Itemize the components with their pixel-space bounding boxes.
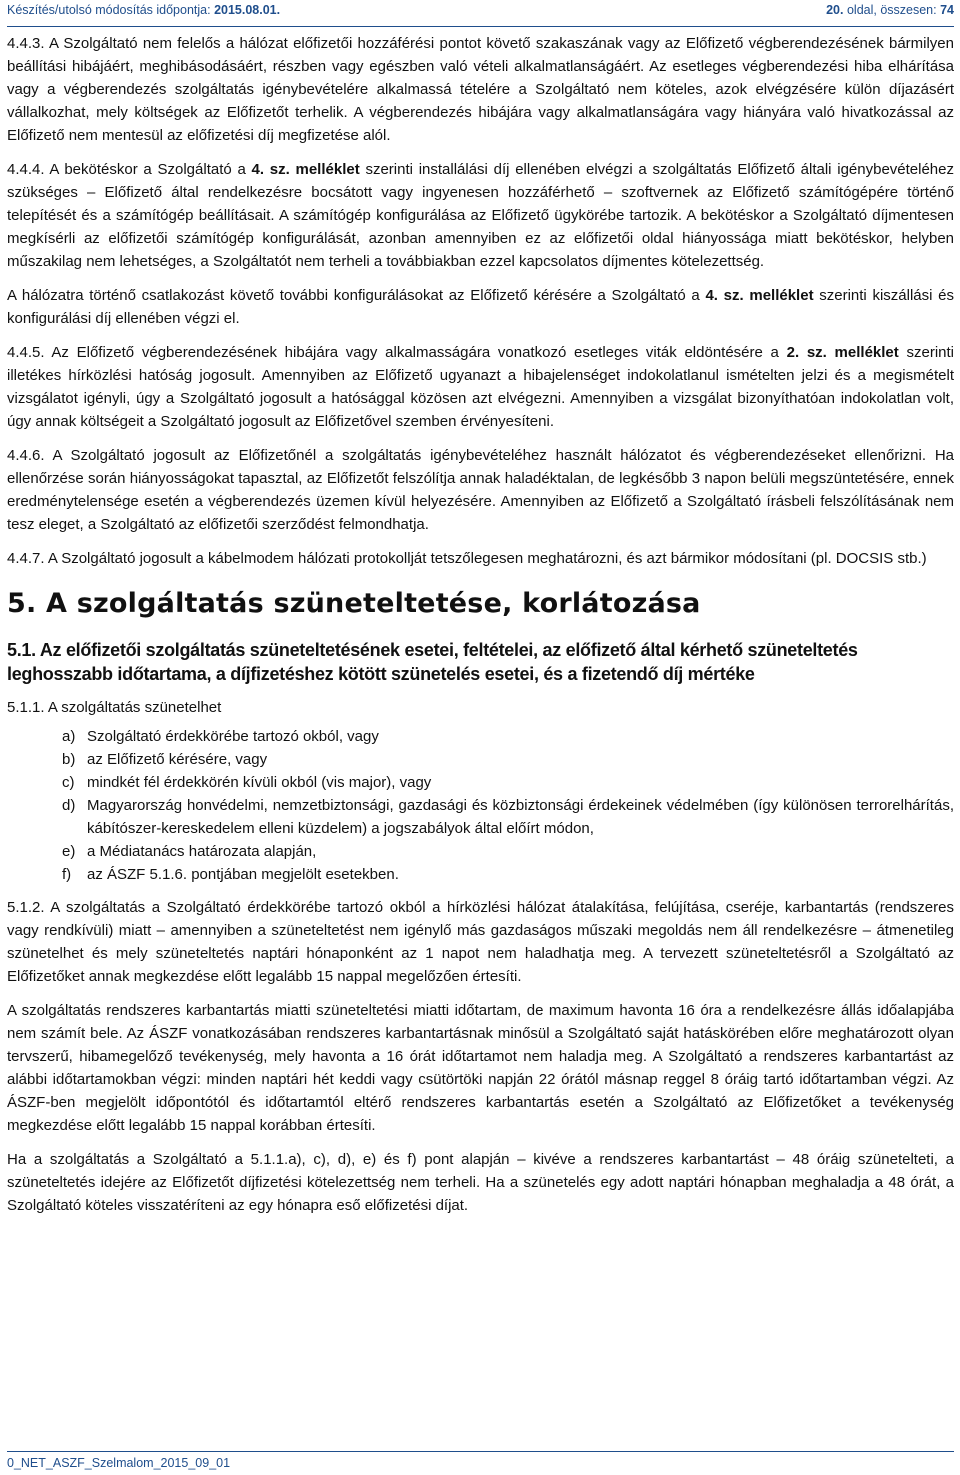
list-item: b) az Előfizető kérésére, vagy bbox=[62, 751, 268, 768]
list-item: e) a Médiatanács határozata alapján, bbox=[62, 843, 317, 860]
section-4-4-5: 4.4.5. Az Előfizető végberendezésének hibájára vagy alkalmasságára vonatkozó esetleges viták eldöntésére a 2. sz. melléklet szerinti illetékes hírközlési hatóság jogosult. Amennyiben az Előfizető ugyanazt a hibajelenséget indokolatlanul ismételten jelzi és a megismételt vizsgálatot igényli, úgy a Szolgáltató jogosult a hatósággal közösen azt elvégezni. Amennyiben a vizsgálat bizonyíthatóan indokolatlan volt, úgy annak költségeit a Szolgáltató jogosult az Előfizetővel szemben érvényesíteni. bbox=[7, 344, 954, 430]
document-body bbox=[7, 32, 954, 1228]
header-date: 2015.08.01. bbox=[214, 3, 281, 17]
document-page bbox=[7, 0, 954, 1475]
list-item: f) az ÁSZF 5.1.6. pontjában megjelölt esetekben. bbox=[62, 866, 399, 883]
list-item: c) mindkét fél érdekkörén kívüli okból (vis major), vagy bbox=[62, 774, 432, 791]
list-item: d) Magyarország honvédelmi, nemzetbiztonsági, gazdasági és közbiztonsági érdekeinek védelmében (így különösen terrorelhárítás, kábítószer-kereskedelem elleni küzdelem) a jogszabályok által előírt módon, bbox=[62, 797, 954, 837]
document-id: 0_NET_ASZF_Szelmalom_2015_09_01 bbox=[7, 1456, 231, 1470]
section-4-4-7: 4.4.7. A Szolgáltató jogosult a kábelmodem hálózati protokollját tetszőlegesen meghatározni, és azt bármikor módosítani (pl. DOCSIS stb.) bbox=[7, 550, 927, 567]
section-4-4-4-p1: 4.4.4. A bekötéskor a Szolgáltató a 4. sz. melléklet szerinti installálási díj ellenében elvégzi a szolgáltatás Előfizető általi igénybevételéhez szükséges – Előfizető által rendelkezésre bocsátott vagy ingyenesen hozzáférhető – szoftvernek az Előfizető számítógépére történő telepítését és a számítógép beállításait. A számítógép konfigurálása az Előfizető ügykörébe tartozik. A bekötéskor a Szolgáltató díjmentesen megkísérli az előfizetői számítógép konfigurálását, azonban amennyiben ez az előfizetői oldal hiányossága miatt bekötéskor, helyben műszakilag nem lehetséges, a Szolgáltatót nem terheli a továbbiakban ezzel kapcsolatos díjmentes kötelezettség. bbox=[7, 161, 954, 270]
section-4-4-3: 4.4.3. A Szolgáltató nem felelős a hálózat előfizetői hozzáférési pontot követő szakaszának vagy az Előfizető végberendezésének bármilyen beállítási hibájáért, meghibásodásáért, részben vagy egészben való vételi alkalmatlanságáért. Az esetleges végberendezési hiba elhárítása vagy a végberendezés szolgáltatás igénybevételére alkalmassá tételére a Szolgáltató nem köteles, azok elvégzésére külön díjazásért vállalkozhat, mely költségek az Előfizetőt terhelik. A végberendezés hibájára vagy alkalmatlanságára vagy hiányára való hivatkozással az Előfizető nem mentesül az előfizetési díj megfizetése alól. bbox=[7, 35, 955, 144]
annex-reference: 2. sz. melléklet bbox=[786, 344, 899, 361]
suspension-reasons-list bbox=[7, 725, 954, 886]
section-5-1-2-p1: 5.1.2. A szolgáltatás a Szolgáltató érdekkörébe tartozó okból a hírközlési hálózat átalakítása, felújítása, cseréje, karbantartás (rendszeres vagy rendkívüli) miatt – amennyiben a szüneteltetést nem igénylő más gazdaságos műszaki megoldás nem áll rendelkezésre – átmenetileg szünetelhet és mely szüneteltetés naptári hónaponként az 1 napot nem haladhatja meg. A tervezett szüneteltetésről a Szolgáltató az Előfizetőket annak megkezdése előtt legalább 15 nappal megelőzően értesíti. bbox=[7, 899, 954, 985]
header-modification-date: Készítés/utolsó módosítás időpontja: 2015.08.01. bbox=[7, 3, 281, 17]
page-number: 20. bbox=[826, 3, 844, 17]
section-5-1-2-p2: A szolgáltatás rendszeres karbantartás miatti szüneteltetési miatti időtartam, de maximum havonta 16 óra a rendelkezésre állás időalapjába nem számít bele. Az ÁSZF vonatkozásában rendszeres karbantartásnak minősül a Szolgáltató saját hatáskörében előre meghatározott olyan tervszerű, hibamegelőző tevékenység, mely havonta a 16 órát időtartamot nem haladja meg. A Szolgáltató a rendszeres karbantartást az alábbi időtartamokban végzi: minden naptári hét keddi vagy csütörtöki napján 22 órától másnap reggel 8 óráig tartó időtartamban végzi. Az ÁSZF-ben megjelölt időpontótól és időtartamtól eltérő rendszeres karbantartás esetén a Szolgáltató az Előfizetőket a tevékenység megkezdése előtt legalább 15 nappal korábban értesíti. bbox=[7, 1002, 954, 1134]
section-4-4-4-p2: A hálózatra történő csatlakozást követő további konfigurálásokat az Előfizető kérésére a Szolgáltató a 4. sz. melléklet szerinti kiszállási és konfigurálási díj ellenében végzi el. bbox=[7, 287, 954, 327]
section-5-1-2-p3: Ha a szolgáltatás a Szolgáltató a 5.1.1.a), c), d), e) és f) pont alapján – kivéve a rendszeres karbantartást – 48 óráig szünetelteti, a szüneteltetés idejére az Előfizetőt díjfizetési kötelezettség nem terheli. Ha a szünetelés egy adott naptári hónapban meghaladja a 48 órát, a Szolgáltató köteles visszatéríteni az egy hónapra eső előfizetési díjat. bbox=[7, 1151, 954, 1214]
section-4-4-6: 4.4.6. A Szolgáltató jogosult az Előfizetőnél a szolgáltatás igénybevételéhez használt hálózatot és végberendezéseket ellenőrizni. Ha ellenőrzése során hiányosságokat tapasztal, az Előfizetőt felszólítja annak haladéktalan, de legkésőbb 3 napon belüli megszüntetésére, ennek eredménytelensége esetén a végberendezés üzemen kívül helyezésére. Amennyiben az Előfizető a Szolgáltató írásbeli felszólításának nem tesz eleget, a Szolgáltató az előfizetői szerződést felmondhatja. bbox=[7, 447, 954, 533]
section-5-1-heading: 5.1. Az előfizetői szolgáltatás szüneteltetésének esetei, feltételei, az előfizető által kérhető szüneteltetés leghosszabb időtartama, a díjfizetéshez kötött szünetelés esetei, és a fizetendő díj mértéke bbox=[7, 640, 858, 684]
list-item: a) Szolgáltató érdekkörébe tartozó okból, vagy bbox=[62, 728, 379, 745]
section-5-1-1-intro: 5.1.1. A szolgáltatás szünetelhet bbox=[7, 699, 222, 716]
header-page-info: 20. oldal, összesen: 74 bbox=[826, 3, 954, 17]
page-footer bbox=[7, 1451, 954, 1470]
page-header bbox=[7, 0, 954, 27]
chapter-5-title: 5. A szolgáltatás szüneteltetése, korlátozása bbox=[7, 588, 701, 619]
total-pages: 74 bbox=[940, 3, 954, 17]
annex-reference: 4. sz. melléklet bbox=[705, 287, 814, 304]
annex-reference: 4. sz. melléklet bbox=[251, 161, 360, 178]
